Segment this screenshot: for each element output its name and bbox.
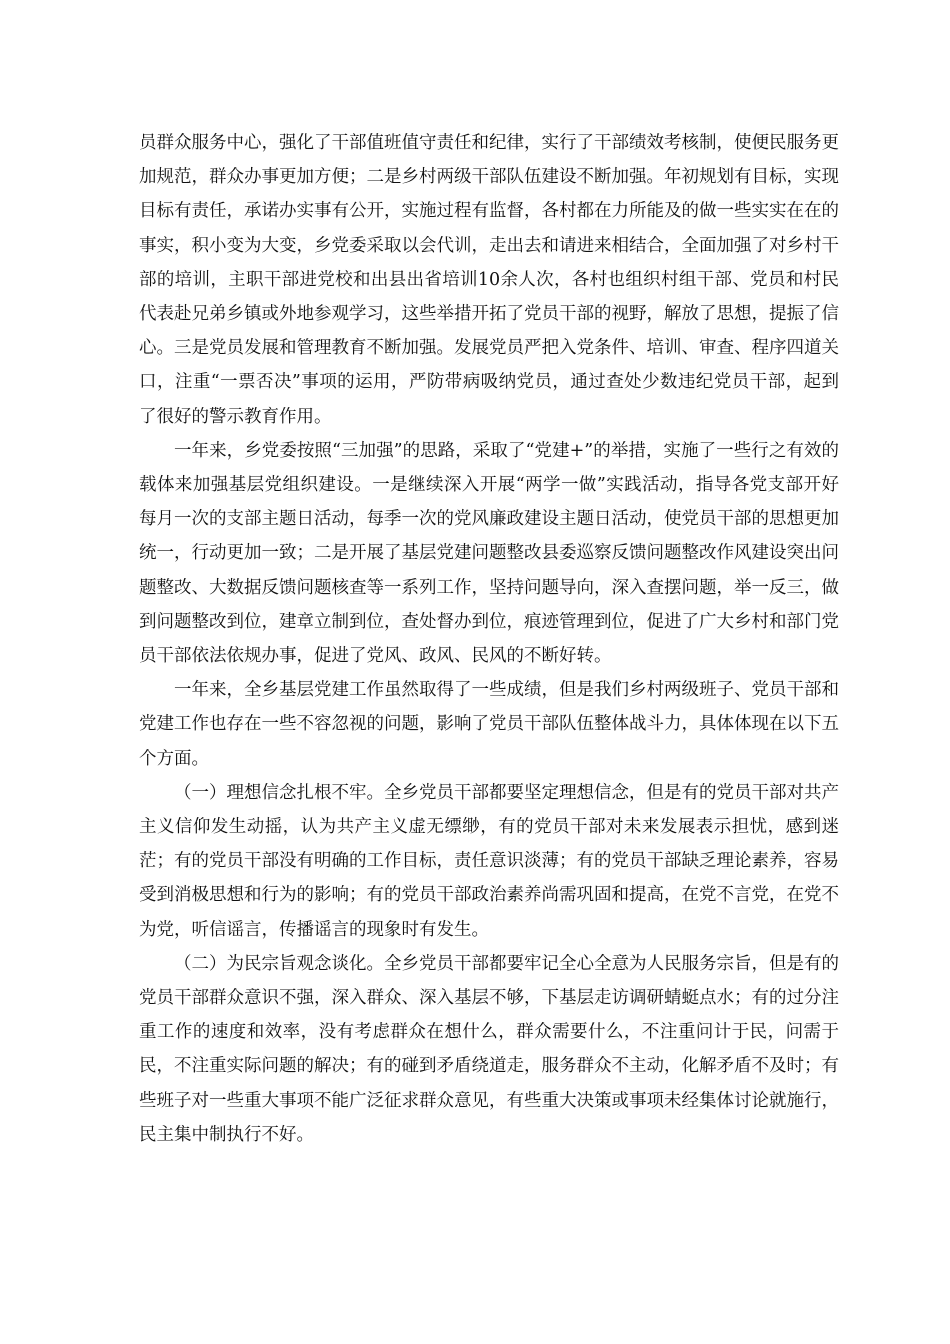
paragraph-problem-two: （二）为民宗旨观念谈化。全乡党员干部都要牢记全心全意为人民服务宗旨，但是有的党员干部群众意识不强，深入群众、深入基层不够，下基层走访调研蜻蜓点水；有的过分注重工作的速度和效率，没有考虑群众在想什么，群众需要什么，不注重问计于民，问需于民，不注重实际问题的解决；有的碰到矛盾绕道走，服务群众不主动，化解矛盾不及时；有些班子对一些重大事项不能广泛征求群众意见，有些重大决策或事项未经集体讨论就施行，民主集中制执行不好。 [139, 953, 839, 1145]
paragraph-party-building-measures: 一年来，乡党委按照“三加强”的思路，采取了“党建+”的举措，实施了一些行之有效的载体来加强基层党组织建设。一是继续深入开展“两学一做”实践活动，指导各党支部开好每月一次的支部主题日活动，每季一次的党风廉政建设主题日活动，使党员干部的思想更加统一，行动更加一致；二是开展了基层党建问题整改县委巡察反馈问题整改作风建设突出问题整改、大数据反馈问题核查等一系列工作，坚持问题导向，深入查摆问题，举一反三，做到问题整改到位，建章立制到位，查处督办到位，痕迹管理到位，促进了广大乡村和部门党员干部依法依规办事，促进了党风、政风、民风的不断好转。 [139, 440, 839, 667]
paragraph-problem-one: （一）理想信念扎根不牢。全乡党员干部都要坚定理想信念，但是有的党员干部对共产主义信仰发生动摇，认为共产主义虚无缥缈，有的党员干部对未来发展表示担忧，感到迷茫；有的党员干部没有明确的工作目标，责任意识淡薄；有的党员干部缺乏理论素养，容易受到消极思想和行为的影响；有的党员干部政治素养尚需巩固和提高，在党不言党，在党不为党，听信谣言，传播谣言的现象时有发生。 [139, 782, 839, 940]
paragraph-problems-intro: 一年来，全乡基层党建工作虽然取得了一些成绩，但是我们乡村两级班子、党员干部和党建工作也存在一些不容忽视的问题，影响了党员干部队伍整体战斗力，具体体现在以下五个方面。 [139, 680, 839, 769]
document-page [139, 126, 839, 1152]
paragraph-continuation: 员群众服务中心，强化了干部值班值守责任和纪律，实行了干部绩效考核制，使便民服务更加规范，群众办事更加方便；二是乡村两级干部队伍建设不断加强。年初规划有目标，实现目标有责任，承诺办实事有公开，实施过程有监督，各村都在力所能及的做一些实实在在的事实，积小变为大变，乡党委采取以会代训，走出去和请进来相结合，全面加强了对乡村干部的培训，主职干部进党校和出县出省培训10余人次，各村也组织村组干部、党员和村民代表赴兄弟乡镇或外地参观学习，这些举措开拓了党员干部的视野，解放了思想，提振了信心。三是党员发展和管理教育不断加强。发展党员严把入党条件、培训、审查、程序四道关口，注重“一票否决”事项的运用，严防带病吸纳党员，通过查处少数违纪党员干部，起到了很好的警示教育作用。 [139, 133, 839, 427]
